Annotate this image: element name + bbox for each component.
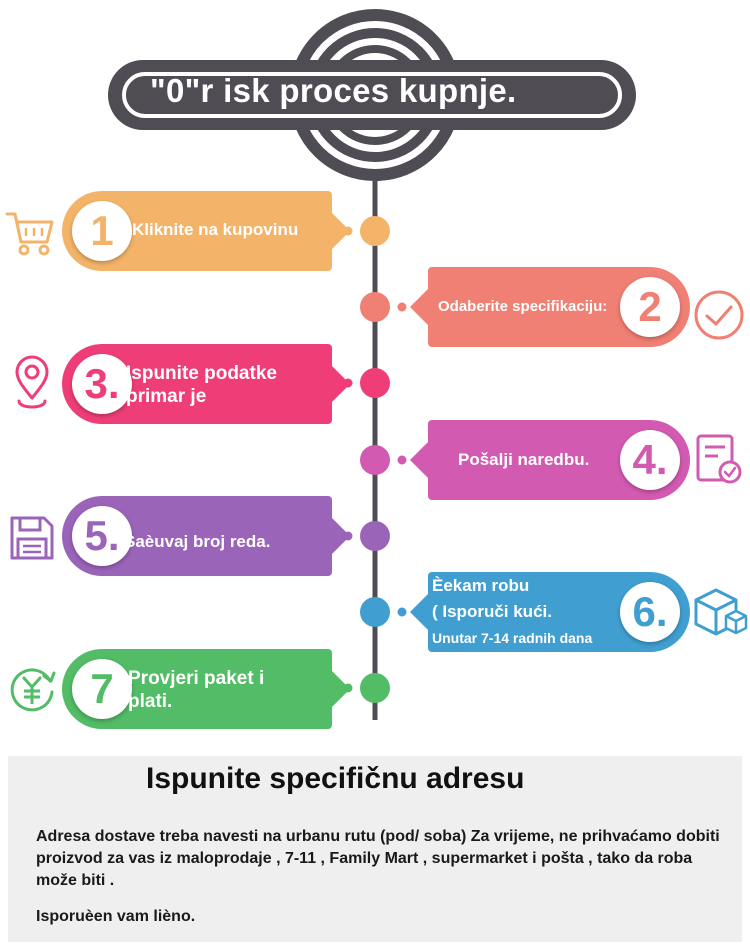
timeline-dot-7 (360, 673, 390, 703)
step-2-banner (428, 267, 690, 347)
timeline-dot-3 (360, 368, 390, 398)
step-6-text-line-2: ( Isporuči kući. (432, 602, 552, 621)
step-6-banner (428, 572, 690, 652)
step-4-text: Pošalji naredbu. (458, 450, 590, 469)
shopping-cart-icon (4, 206, 56, 258)
step-7-text-line-2: plati. (128, 691, 173, 712)
connector-dot-4 (398, 456, 407, 465)
step-3-banner (62, 344, 332, 424)
package-box-icon (692, 586, 748, 640)
step-6-text-line-3: Unutar 7-14 radnih dana (432, 630, 593, 646)
step-6-number: 6. (620, 582, 680, 642)
address-description: Adresa dostave treba navesti na urbanu rutu (pod/ soba) Za vrijeme, ne prihvaćamo dobiti proizvod za vas iz maloprodaje , 7-11 , Family Mart , supermarket i pošta , tako da roba može biti . (36, 828, 720, 889)
address-footer-note: Isporuèen vam lièno. (36, 908, 196, 925)
save-icon (8, 514, 56, 562)
step-4-number: 4. (620, 430, 680, 490)
step-7-number: 7 (72, 659, 132, 719)
step-3-number: 3. (72, 354, 132, 414)
step-3-text-line-1: Ispunite podatke (126, 363, 277, 384)
step-6-text-line-1: Èekam robu (432, 576, 530, 595)
timeline-dot-4 (360, 445, 390, 475)
connector-dot-2 (398, 303, 407, 312)
timeline-dot-2 (360, 292, 390, 322)
step-5-text: Saèuvaj broj reda. (124, 532, 271, 551)
location-pin-icon (10, 354, 54, 412)
step-1-number: 1 (72, 201, 132, 261)
timeline-dot-1 (360, 216, 390, 246)
order-document-icon (694, 432, 744, 488)
step-2-text: Odaberite specifikaciju: (438, 298, 608, 315)
step-7-banner (62, 649, 332, 729)
step-1-banner (62, 191, 332, 271)
step-2-number: 2 (620, 277, 680, 337)
yuan-payment-icon (6, 664, 58, 716)
step-5-number: 5. (72, 506, 132, 566)
timeline-dot-5 (360, 521, 390, 551)
step-1-text: Kliknite na kupovinu (132, 220, 299, 239)
check-circle-icon (692, 288, 746, 342)
step-4-banner (428, 420, 690, 500)
step-7-text-line-1: Provjeri paket i (128, 668, 265, 689)
connector-dot-6 (398, 608, 407, 617)
timeline-dot-6 (360, 597, 390, 627)
step-3-text-line-2: primar je (126, 386, 207, 407)
address-title: Ispunite specifičnu adresu (146, 762, 525, 795)
page-title: "0"r isk proces kupnje. (150, 72, 517, 109)
step-5-banner (62, 496, 332, 576)
